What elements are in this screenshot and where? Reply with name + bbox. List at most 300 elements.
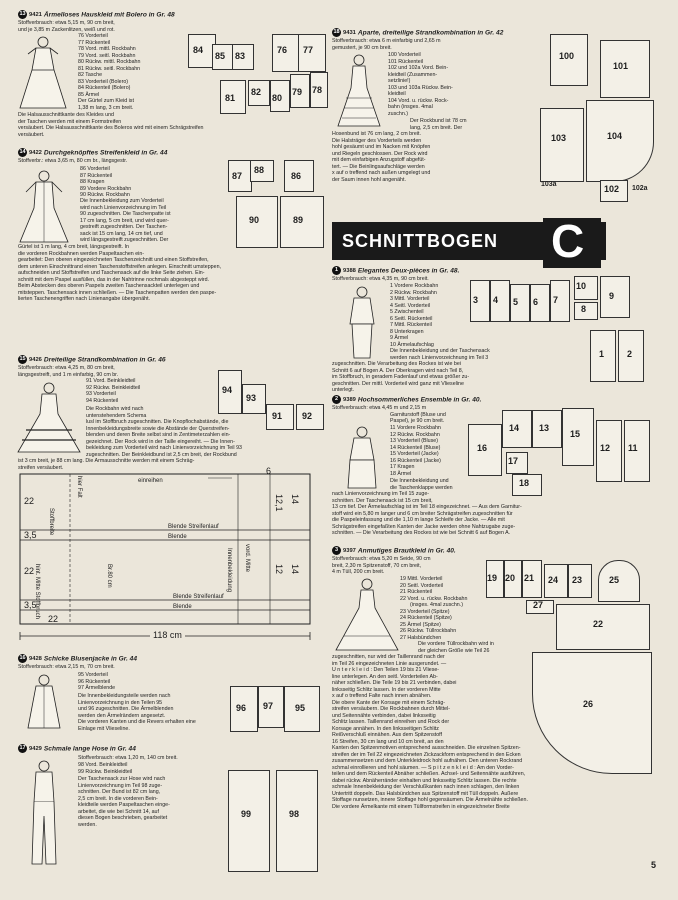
- pattern-piece: 9: [600, 276, 630, 318]
- body-line: der Taschen werden mit einem Formstreifen: [18, 118, 122, 125]
- trousers-illustration-17: [16, 758, 72, 868]
- part-item: 81 Rückw. seitl. Rockbahn: [78, 65, 141, 72]
- body-line: Stoffage nunsetzen, innere Stoffage hohl gegensäumen. Die Ärmelnähte schließen.: [332, 797, 528, 803]
- pattern-piece: 2: [618, 330, 644, 382]
- section-number-badge: 18: [333, 29, 340, 35]
- part-item: 16 Rückenteil (Jacke): [390, 457, 441, 464]
- section-3-body-a: [418, 641, 494, 654]
- part-item: 24 Rückenteil (Spitze): [400, 615, 452, 621]
- pattern-piece: 17: [506, 452, 528, 474]
- center-front-label: vord. Mitte: [244, 544, 250, 573]
- body-line: Gürtel ist 1 m lang, 4 cm breit, längsgestreift. In: [18, 244, 129, 250]
- body-line: werden nach Linienvorzeichnung im Teil 3: [390, 354, 489, 361]
- pattern-piece: 78: [310, 72, 328, 108]
- part-item: 91 Vord. Beinkleidteil: [86, 378, 136, 384]
- body-line: 16 Streifen, 30 cm lang und 10 cm breit, an den: [332, 738, 444, 745]
- body-line: streifen versäubert.: [18, 464, 64, 471]
- pattern-piece: 102: [600, 180, 628, 202]
- part-item: 1,38 m lang, 3 cm breit.: [78, 104, 134, 111]
- consumption-line: und je 3,85 m Zackenlitzen, weiß und rot.: [18, 26, 115, 33]
- pattern-piece: 5: [510, 284, 530, 322]
- pattern-piece: 95: [284, 686, 320, 732]
- section-15-parts-list: [86, 378, 140, 404]
- part-item: 85 Ärmel: [78, 91, 100, 98]
- part-item: 1 Vordere Rockbahn: [390, 283, 439, 289]
- section-title: Dreiteilige Strandkombination in Gr. 46: [43, 356, 166, 364]
- section-title: Anmutiges Brautkleid in Gr. 40.: [357, 547, 456, 555]
- body-line: nach Linienvorzeichnung im Teil 15 zuge-: [332, 491, 430, 497]
- body-line: Die Innenbekleidung zum Vorderteil: [80, 198, 164, 204]
- part-item: 13 Vorderteil (Bluse): [390, 438, 438, 444]
- body-line: Einlage mit Vlieseline.: [78, 725, 130, 732]
- pattern-code: 9426: [29, 357, 42, 364]
- center-back-label: hint. Mitte Stoffbruch: [34, 564, 40, 619]
- section-17-header: [18, 744, 136, 753]
- body-line: zusammensetzen und dem Unterkleidrock hohl aufnähen. Den unteren Rockrand: [332, 758, 523, 764]
- body-line: mit dem einfarbigen Anzugstoff abgefüt-: [332, 157, 426, 163]
- part-item: 26 Rückw. Tüllrockbahn: [400, 628, 457, 634]
- body-line: lusl im Stoffbruch zugeschnitten. Die Knopflochabstände, die: [86, 419, 229, 425]
- consumption-line: Stoffverbrauch: etwa 4,25 m, 80 cm breit,: [18, 365, 115, 371]
- section-18-consumption: [332, 38, 441, 51]
- pattern-piece: 26: [532, 652, 652, 774]
- consumption-line: Stoffverbr.: etwa 3,65 m, 80 cm br., längsgestr.: [18, 158, 128, 164]
- section-17-body: [78, 776, 170, 828]
- section-17-consumption: [78, 755, 178, 762]
- body-line: versäubert. Die Halsausschnittkante des Boleros wird mit einem Schrägstreifen: [18, 125, 204, 131]
- part-item: 102 und 102a Vord. Bein-: [388, 65, 449, 71]
- body-line: linksseitig Schlitz lassen. In der vorderen Mitte: [332, 686, 441, 693]
- part-item: zuschn.): [388, 110, 409, 117]
- pattern-piece: 14: [502, 410, 532, 448]
- body-line: mitsteppen. Taschensack innen schließen. — Die Taschenpatten werden den paspe-: [18, 289, 217, 296]
- pattern-piece: 19: [486, 560, 504, 598]
- section-14-header: [18, 148, 167, 157]
- body-line: streifen versäubern. Die Rockbahnen durch Mittel-: [332, 706, 451, 712]
- body-line: werden.: [78, 821, 97, 828]
- section-number-badge: 3: [332, 546, 341, 555]
- pattern-piece: 1: [590, 330, 616, 382]
- section-13-parts-list: [78, 33, 140, 111]
- section-title: Durchgeknöpftes Streifenkleid in Gr. 44: [43, 149, 168, 157]
- section-2-header: [332, 395, 481, 404]
- section-2-body-a: [390, 478, 453, 491]
- section-1-header: [332, 266, 459, 275]
- body-line: x auf o treffend Falte nach innen abnähen.: [332, 693, 432, 699]
- pattern-piece: 4: [490, 280, 510, 322]
- bridal-gown-illustration-3: [334, 576, 400, 652]
- body-line: stoff wird ein 5,80 m langer und 6 cm breiter Schrägstreifen zugeschnitten für: [332, 510, 513, 517]
- body-line: und Seitennähte verbinden, dabei linksseitig: [332, 712, 436, 719]
- pattern-piece: 87: [228, 160, 252, 192]
- part-item: 82 Tasche: [78, 72, 103, 78]
- pattern-piece: 100: [550, 34, 588, 86]
- section-14-body-b: [18, 244, 221, 303]
- body-line: dem unteren Einschnittrand einen Taschenstoffstreifen anlegen. Einschnitt umsteppen,: [18, 263, 221, 270]
- band-label: Blende Streifenlauf: [168, 524, 219, 530]
- body-line: versäubert.: [18, 131, 45, 138]
- body-line: näher schließen. Die Teile 19 bis 21 verbinden, dabei: [332, 680, 457, 686]
- part-item: 86 Vorderteil: [80, 166, 110, 172]
- pattern-piece: 96: [230, 686, 258, 732]
- body-line: bekleidung zum Vorderteil wird nach Linienvorzeichnung im Teil 93: [86, 445, 242, 451]
- body-line: schnitten. — Die Verarbeitung des Rockes ist wie bei Schnitt 6 auf Bogen A.: [332, 530, 511, 536]
- pattern-piece: 25: [598, 560, 640, 602]
- jacket-illustration-16: [16, 672, 72, 732]
- section-3-header: [332, 546, 456, 555]
- pattern-piece: 76: [272, 34, 300, 72]
- part-item: 21 Rückenteil: [400, 589, 433, 595]
- pattern-piece: 86: [284, 160, 314, 192]
- plan-measure: 3,5: [24, 530, 37, 540]
- pattern-piece: 3: [470, 280, 490, 322]
- body-line: 13 cm tief. Der Ärmelaufschlag ist im Teil 18 eingezeichnet. — Aus dem Garnitur-: [332, 504, 522, 510]
- pattern-piece: 89: [280, 196, 324, 248]
- body-line: aufschneiden und Stoffstreifen und Taschensack auf die linke Seite ziehen. Ein-: [18, 270, 205, 276]
- body-line: Schrägstreifen eingefaßten Kanten der Jacke werden ohne Nahtzugabe zuge-: [332, 523, 516, 530]
- pattern-piece: 20: [504, 560, 522, 598]
- part-item: kleidteil (Zusammen-: [388, 71, 438, 78]
- part-item: 19 Mittl. Vorderteil: [400, 576, 443, 582]
- section-title: Elegantes Deux-pièces in Gr. 48.: [357, 267, 460, 275]
- section-3-parts-list: [400, 576, 467, 641]
- section-3-body-b: [332, 654, 528, 810]
- pattern-piece: 88: [250, 160, 274, 182]
- part-item: 89 Vordere Rockbahn: [80, 185, 132, 192]
- consumption-line: breit, 2,30 m Spitzenstoff, 70 cm breit,: [332, 562, 422, 569]
- section-title: Ärmelloses Hauskleid mit Bolero in Gr. 48: [43, 11, 175, 19]
- pattern-piece: 77: [298, 34, 326, 72]
- dress-illustration-13: [14, 34, 72, 112]
- pattern-piece: 90: [236, 196, 278, 248]
- pattern-piece-label: 102a: [632, 185, 648, 192]
- interfacing-label: Innenbekleidung: [226, 548, 232, 593]
- part-item: (insges. 4mal zuschn.): [410, 602, 463, 608]
- part-item: 11 Vordere Rockbahn: [390, 425, 441, 431]
- body-line: Beim Abstecken des oberen Paspels zweiten Taschensackteil unterlegen und: [18, 283, 200, 289]
- section-2-parts-list: [390, 425, 441, 477]
- sheet-letter: C: [551, 215, 585, 267]
- plan-total-length: 118 cm: [150, 630, 185, 640]
- body-line: zugeschnitten, nur wird der Taillenrand nach der: [332, 654, 445, 660]
- pattern-code: 9388: [343, 268, 356, 275]
- body-line: x auf o treffend nach außen umgelegt und: [332, 170, 431, 176]
- body-line: Der Taschensack zur Hose wird nach: [78, 776, 166, 782]
- body-line: Hosenbund ist 76 cm lang, 2 cm breit.: [332, 131, 421, 137]
- part-item: Der Gürtel zum Kleid ist: [78, 98, 134, 104]
- body-line: Die vordere Ärmelkante mit einem Tüllformstreifen in eingezeichneter Breite: [332, 803, 510, 810]
- consumption-line: Stoffverbrauch: etwa 6 m einfarbig und 2,65 m: [332, 38, 441, 44]
- part-item: 88 Kragen: [80, 179, 105, 185]
- plan-measure: 14: [290, 564, 300, 575]
- part-item: 15 Vorderteil (Jacke): [390, 451, 439, 457]
- part-item: 84 Rückenteil (Bolero): [78, 85, 131, 91]
- body-line: gearbeitet: Den oberen eingezeichneten Taschenzeichnitt und einen Stoffstreifen,: [18, 257, 209, 263]
- section-3-consumption: [332, 556, 431, 576]
- body-line: unterlegt.: [332, 387, 355, 393]
- pattern-piece: 99: [228, 770, 270, 872]
- pattern-code: 9429: [29, 746, 42, 753]
- body-line: Die Innenbekleidungsteile werden nach: [78, 693, 171, 699]
- fold-label: hier Falt: [76, 476, 82, 498]
- part-item: 22 Vord. u. rückw. Rockbahn: [400, 595, 468, 602]
- section-15-body-a: [86, 406, 146, 419]
- section-2-body-b: [332, 491, 522, 537]
- consumption-line: Stoffverbrauch: etwa 4,35 m, 90 cm breit.: [332, 276, 429, 282]
- part-item: 99 Rückw. Beinkleidteil: [78, 768, 133, 775]
- section-18-parts-list: [388, 52, 453, 117]
- consumption-line: Stoffverbrauch: etwa 2,15 m, 70 cm breit.: [18, 664, 115, 670]
- body-line: die Paspeleinfassung und die 1,10 m lange Schleife der Jacke. — Alle mit: [332, 517, 505, 523]
- part-item: setzlinie!): [388, 78, 411, 84]
- pattern-piece: 92: [296, 404, 324, 430]
- consumption-line: Stoffverbrauch: etwa 5,20 m Seide, 90 cm: [332, 556, 431, 562]
- part-item: 23 Vorderteil (Spitze): [400, 608, 450, 615]
- pattern-piece: 104: [586, 100, 654, 182]
- part-item: 3 Mittl. Vorderteil: [390, 296, 430, 302]
- section-16-header: [18, 654, 137, 663]
- band-label: Blende: [168, 534, 187, 540]
- part-item: 17 Kragen: [390, 464, 415, 470]
- body-line: Korsage annähen. In den linksseitigen Schlitz: [332, 725, 439, 732]
- section-number-badge: 15: [19, 356, 26, 362]
- body-line: gestreift zugeschnitten. Der Taschen-: [80, 224, 168, 230]
- pattern-piece: 91: [266, 404, 294, 430]
- pattern-piece-label: 103a: [541, 181, 557, 188]
- consumption-line: Stoffverbrauch: etwa 1,20 m, 140 cm breit.: [78, 755, 178, 761]
- body-line: die vorderen Rockbahnen werden Paspeltaschen ein-: [18, 250, 145, 257]
- pattern-piece: 82: [248, 80, 270, 106]
- pattern-piece: 93: [242, 384, 266, 414]
- consumption-line: Garniturstoff (Bluse und: [390, 411, 446, 418]
- body-line: Die Rockbahn wird nach: [86, 406, 144, 412]
- body-line: im Stoffbruch, in geradem Fadenlauf und etwas größer zu-: [332, 374, 470, 380]
- skirt-cutting-plan: [8, 468, 328, 644]
- section-16-consumption: [18, 664, 115, 671]
- consumption-line: Stoffverbrauch: etwa 5,15 m, 90 cm breit,: [18, 20, 115, 26]
- part-item: 25 Ärmel (Spitze): [400, 621, 441, 628]
- consumption-line: 4 m Tüll, 200 cm breit.: [332, 569, 385, 575]
- plan-measure: 3,5: [24, 600, 37, 610]
- pattern-code: 9389: [343, 397, 356, 404]
- section-title: Schmale lange Hose in Gr. 44: [43, 745, 136, 753]
- body-line: Die Halsträger des Vorderteils werden: [332, 137, 422, 144]
- pattern-piece: 103: [540, 108, 584, 182]
- body-line: die Taschenklappe werden: [390, 484, 453, 491]
- body-line: Die Innenbekleidung und der Taschensack: [390, 348, 490, 354]
- body-line: Der Rockbund ist 78 cm: [410, 118, 467, 124]
- body-line: schnitten. Der Bund ist 82 cm lang,: [78, 789, 161, 795]
- body-line: Schnitt 6 auf Bogen A. Der Oberkragen wird nach Teil 8,: [332, 367, 464, 374]
- body-line: schnitten. Der Taschensack ist 15 cm breit,: [332, 497, 433, 504]
- body-line: arbeitet, die wie bei Schnitt 14, auf: [78, 808, 159, 815]
- section-18-body-a: [410, 118, 467, 131]
- part-item: 7 Mittl. Rückenteil: [390, 322, 432, 328]
- part-item: 95 Vorderteil: [78, 672, 108, 678]
- pattern-piece: 79: [290, 74, 310, 108]
- body-line: streifen der im Teil 22 eingezeichneten Zickzackform entsprechend in den Ecken: [332, 751, 521, 758]
- section-2-consumption: [332, 405, 446, 425]
- part-item: 94 Rückenteil: [86, 397, 119, 404]
- section-1-consumption: [332, 276, 429, 283]
- body-line: blenden und deren Breite selbst sind in Zentimeterzahlen ein-: [86, 432, 231, 438]
- section-16-body: [78, 693, 196, 732]
- pattern-piece: 98: [276, 770, 318, 872]
- section-13-consumption: [18, 20, 115, 33]
- pattern-piece: 18: [512, 474, 542, 496]
- section-14-body-a: [80, 198, 171, 244]
- body-line: Die vordere Tüllrockbahn wird in: [418, 641, 494, 647]
- suit-illustration-1: [336, 284, 388, 360]
- plan-measure: 12: [274, 564, 284, 575]
- pattern-piece: 94: [218, 370, 242, 414]
- body-line: und 96 zugeschnitten. Die Ärmelblenden: [78, 706, 174, 712]
- plan-measure: 22: [24, 496, 35, 506]
- part-item: 20 Seitl. Vorderteil: [400, 582, 443, 589]
- body-line: Schlitz lassen. Taillenrand einreihen und Rock der: [332, 719, 450, 725]
- pattern-piece: 6: [530, 284, 550, 322]
- pattern-piece: 83: [232, 44, 254, 70]
- pattern-code: 9431: [343, 30, 356, 37]
- section-1-body-b: [332, 361, 469, 394]
- pattern-code: 9421: [29, 12, 42, 19]
- part-item: 78 Vord. mittl. Rockbahn: [78, 46, 136, 52]
- part-item: 80 Rückw. mittl. Rockbahn: [78, 59, 141, 65]
- pattern-piece: 16: [468, 424, 502, 476]
- consumption-line: längsgestreift, und 1 m einfarbig, 90 cm br.: [18, 371, 119, 378]
- body-line: diesen Bogen beschrieben, gearbeitet: [78, 815, 168, 821]
- section-18-header: [332, 28, 503, 37]
- pattern-piece: 24: [544, 564, 568, 598]
- beach-outfit-illustration-18: [334, 52, 384, 130]
- section-1-parts-list: [390, 283, 438, 348]
- section-13-header: [18, 10, 175, 19]
- section-number-badge: 1: [332, 266, 341, 275]
- body-line: und Riegeln geschlossen. Der Rock wird: [332, 150, 428, 157]
- pattern-piece: 13: [532, 410, 562, 448]
- part-item: 10 Ärmelaufschlag: [390, 341, 434, 348]
- pattern-piece: 80: [270, 80, 290, 112]
- section-number-badge: 14: [19, 149, 26, 155]
- section-title: Schicke Blusenjacke in Gr. 44: [43, 655, 138, 663]
- section-14-parts-list: [80, 166, 131, 199]
- section-number-badge: 16: [19, 655, 26, 661]
- part-item: 92 Rückw. Beinkleidteil: [86, 384, 141, 391]
- pattern-piece: 22: [556, 604, 650, 650]
- body-line: 2,5 cm breit. In die vorderen Bein-: [78, 795, 158, 802]
- section-15-consumption: [18, 365, 118, 378]
- beach-outfit-illustration-15: [16, 380, 82, 456]
- section-15-body-b: [86, 419, 242, 458]
- body-line: geschnitten. Der mittl. Vorderteil wird ganz mit Vlieseline: [332, 380, 464, 387]
- page-number: 5: [650, 860, 656, 870]
- consumption-line: gemustert, je 90 cm breit.: [332, 44, 392, 51]
- body-line: Linienvorzeichnung in den Teilen 95: [78, 699, 163, 706]
- part-item: bahn (insges. 4mal: [388, 104, 433, 110]
- section-18-body-b: [332, 131, 430, 183]
- body-line: Innenbekleidungsbreite sowie die Abstände der Querstreifen-: [86, 425, 230, 432]
- body-line: untenstehendem Schema: [86, 412, 147, 419]
- band-label: Blende: [173, 604, 192, 610]
- section-number-badge: 2: [332, 395, 341, 404]
- body-line: Die vorderen Kanten und die Revers erhalten eine: [78, 719, 196, 725]
- pattern-piece: 21: [522, 560, 542, 598]
- body-line: tert. — Die Beinlingsaufschläge werden: [332, 163, 425, 170]
- body-line: Reißverschluß einnähen. Aus dem Spitzenstoff: [332, 732, 443, 738]
- part-item: kleidteil: [388, 91, 406, 97]
- section-14-consumption: [18, 158, 127, 165]
- body-line: Die Innenbekleidung und: [390, 478, 449, 484]
- body-line: lang, 2,5 cm breit. Der: [410, 124, 463, 131]
- pattern-piece: 10: [574, 276, 598, 300]
- pattern-piece: 7: [550, 280, 570, 322]
- part-item: 77 Rückenteil: [78, 39, 111, 46]
- part-item: 96 Rückenteil: [78, 678, 111, 685]
- part-item: 14 Rückenteil (Bluse): [390, 444, 441, 451]
- banner-title: SCHNITTBOGEN: [342, 231, 498, 251]
- pattern-piece: 15: [562, 408, 594, 466]
- body-line: wird nach Linienvorzeichnung im Teil: [80, 204, 167, 211]
- body-line: im Teil 26 eingezeichneten Linie ausgerundet. —: [332, 660, 447, 667]
- section-number-badge: 13: [19, 11, 26, 17]
- section-15-header: [18, 355, 166, 364]
- pattern-piece: 11: [624, 420, 650, 482]
- body-line: der Saum innen hohl angenäht.: [332, 176, 406, 183]
- body-line: Linienvorzeichnung im Teil 98 zuge-: [78, 782, 163, 789]
- section-title: Hochsommerliches Ensemble in Gr. 40.: [357, 396, 482, 404]
- plan-measure: 6: [266, 466, 272, 476]
- plan-measure: 22: [24, 566, 35, 576]
- pattern-piece: 84: [188, 34, 216, 68]
- fabric-width-label: Stoffbreite: [48, 508, 54, 536]
- ensemble-illustration-2: [336, 424, 388, 490]
- body-line: Die obere Kante der Korsage mit einem Schräg-: [332, 699, 446, 706]
- consumption-line: Paspel), je 90 cm breit.: [390, 418, 445, 424]
- body-line: der gleichen Größe wie Teil 26: [418, 647, 490, 654]
- part-item: 2 Rückw. Rockbahn: [390, 289, 437, 296]
- pattern-piece: 12: [596, 420, 622, 482]
- body-line: line unterlegen. An den seitl. Vorderteilen Ab-: [332, 673, 438, 680]
- body-line: ist 3 cm breit, je 88 cm lang. Die Armausschnitte werden mit einem Schräg-: [18, 458, 195, 464]
- part-item: 93 Vorderteil: [86, 391, 116, 397]
- pattern-piece: 81: [220, 80, 246, 114]
- pattern-piece: 101: [600, 40, 650, 98]
- pattern-piece: 8: [574, 302, 598, 320]
- part-item: 9 Ärmel: [390, 335, 409, 341]
- part-item: 104 Vord. u. rückw. Rock-: [388, 97, 449, 104]
- part-item: 5 Zwischenteil: [390, 309, 424, 315]
- pattern-code: 9397: [343, 548, 356, 555]
- part-item: 4 Seitl. Vorderteil: [390, 302, 431, 309]
- dress-illustration-14: [14, 168, 74, 244]
- body-line: lierten Taschenengriffen nach Linienangabe übergenäht.: [18, 296, 151, 302]
- section-13-body: [18, 112, 203, 138]
- part-item: 27 Halsbündchen: [400, 634, 442, 641]
- part-item: 18 Ärmel: [390, 470, 412, 477]
- body-line: Die Halsausschnittkante des Kleides und: [18, 112, 114, 118]
- body-line: hohl gesäumt und im Nacken mit Knöpfen: [332, 144, 431, 150]
- section-17-parts-list: [78, 762, 132, 775]
- gather-label: einreihen: [138, 478, 163, 484]
- section-1-body-a: [390, 348, 490, 361]
- plan-measure: 14: [290, 494, 300, 505]
- part-item: 79 Vord. seitl. Rockbahn: [78, 52, 136, 59]
- body-line: kleidteile werden Paspeltaschen einge-: [78, 802, 170, 808]
- part-item: 90 Rückw. Rockbahn: [80, 192, 130, 198]
- part-item: 12 Rückw. Rockbahn: [390, 431, 440, 438]
- pattern-piece: 85: [212, 44, 234, 70]
- section-16-parts-list: [78, 672, 115, 692]
